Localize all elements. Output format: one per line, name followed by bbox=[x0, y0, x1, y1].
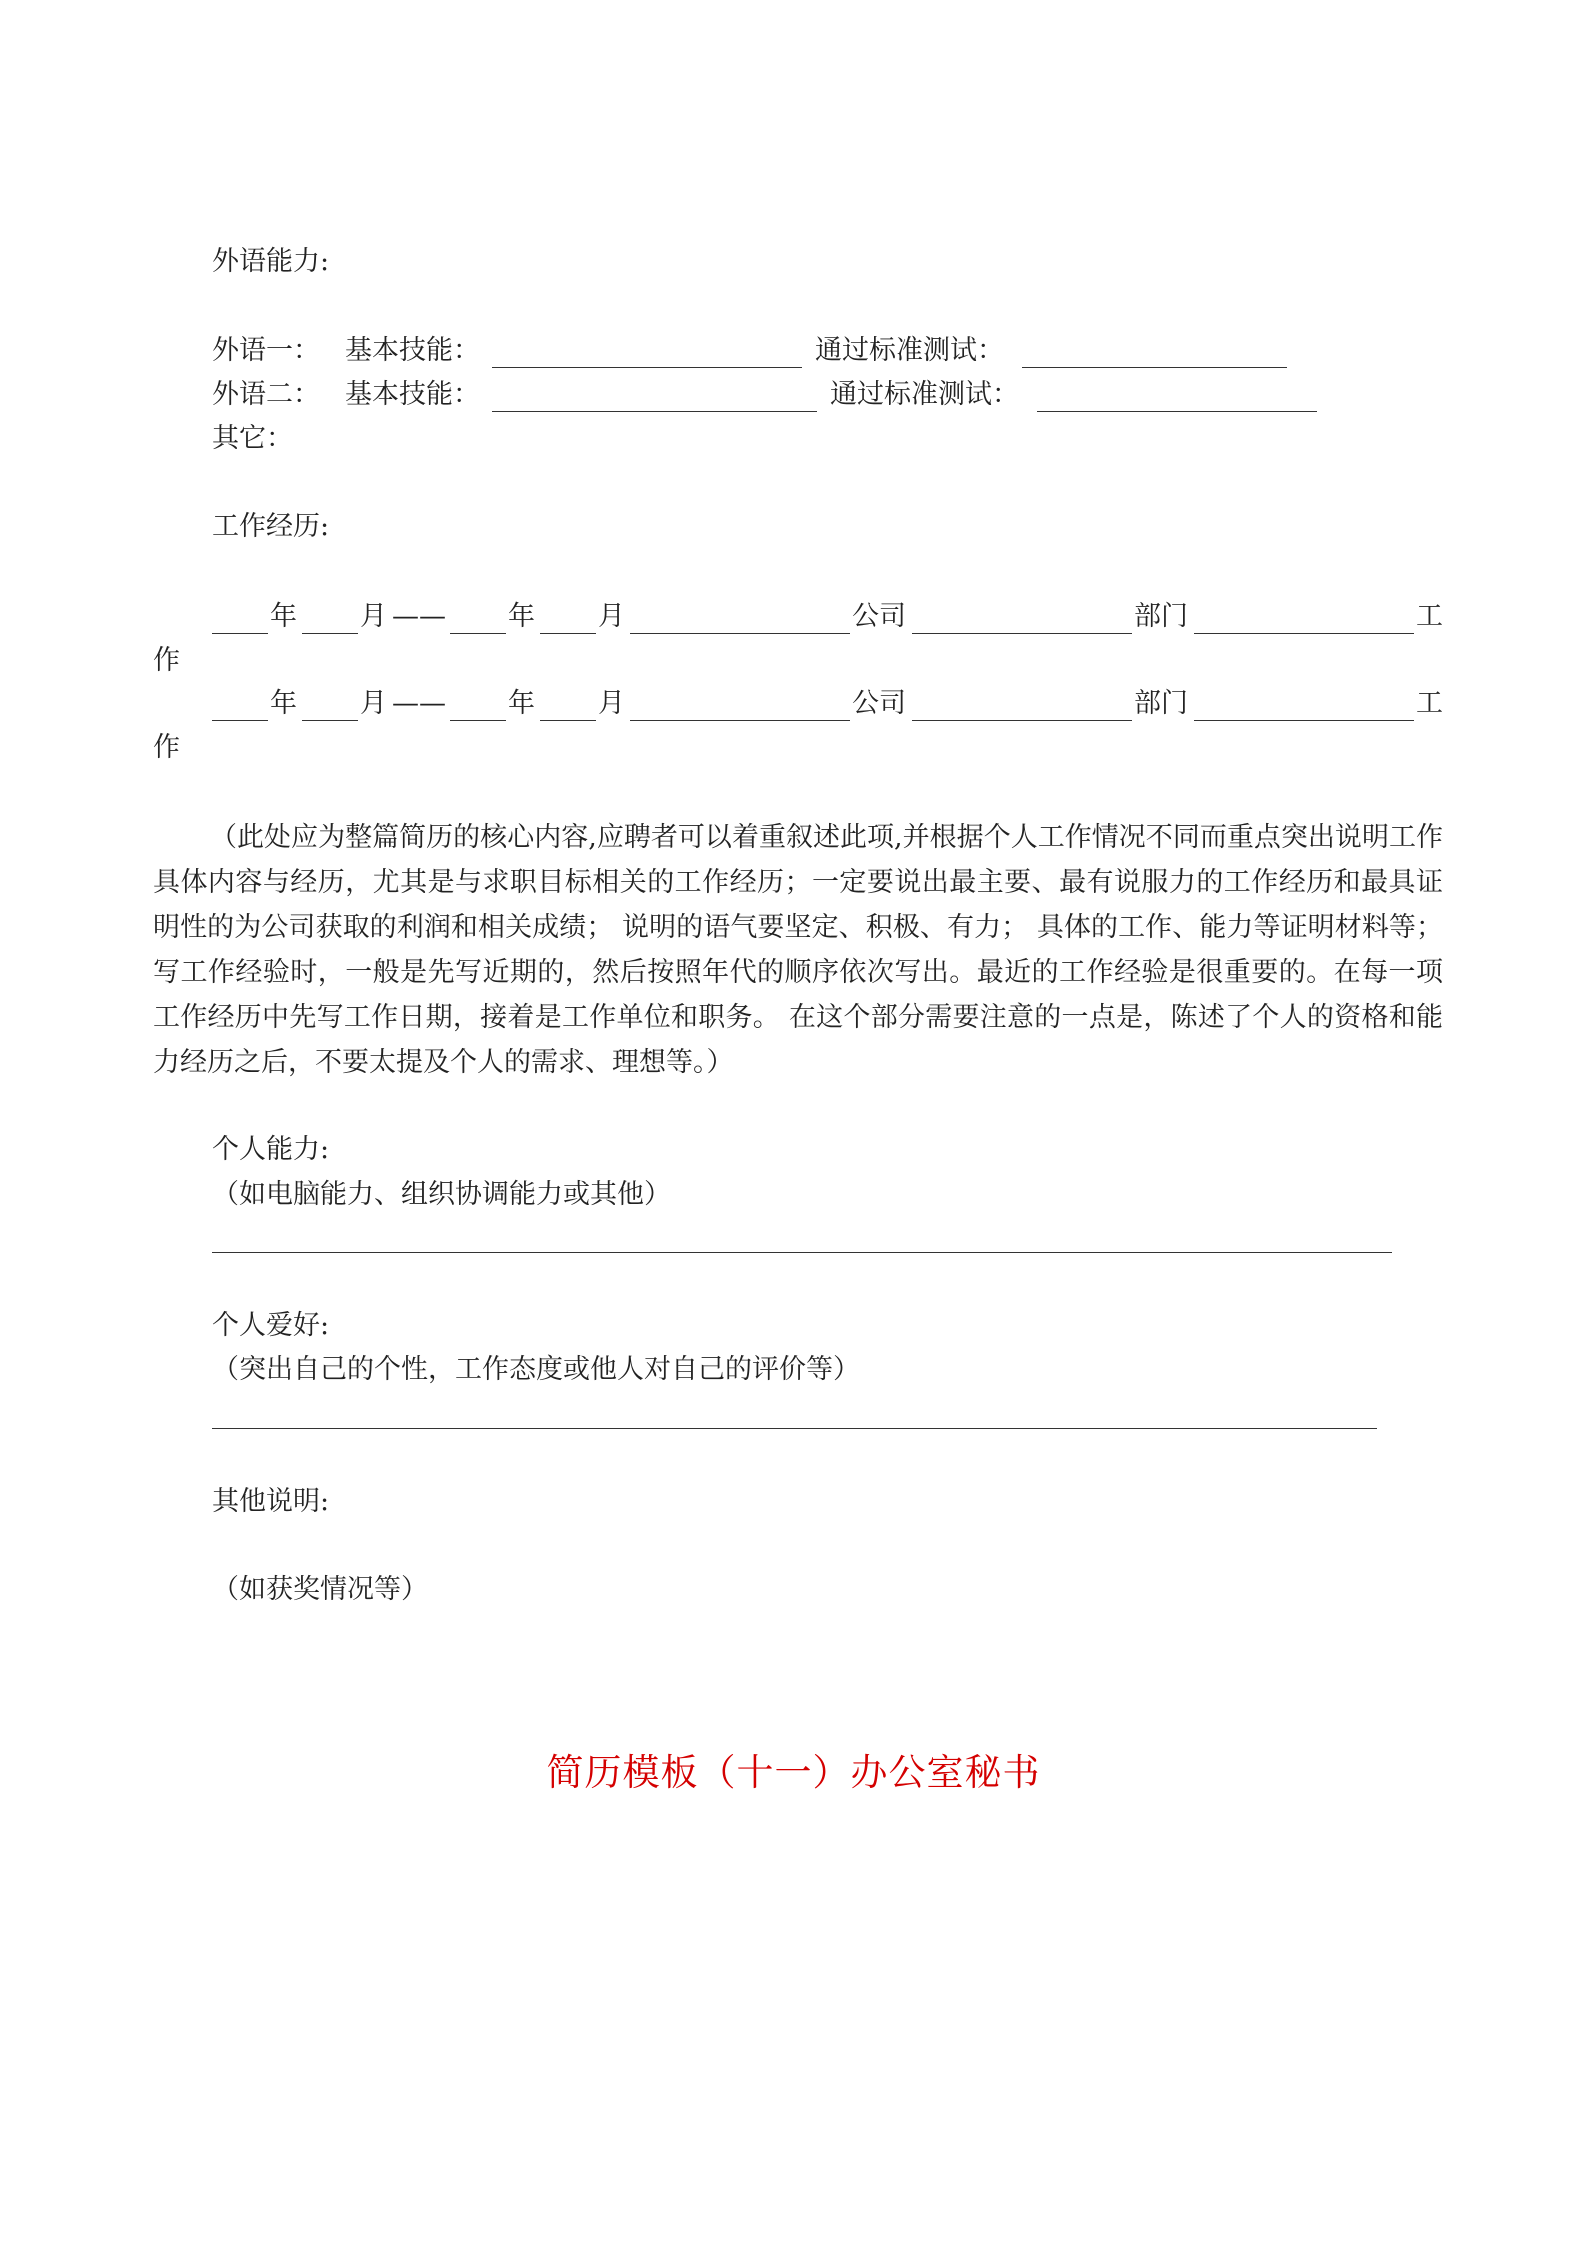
company-blank[interactable] bbox=[630, 633, 850, 634]
department-label: 部门 bbox=[1134, 688, 1188, 719]
start-month-blank[interactable] bbox=[302, 633, 358, 634]
month-label: 月 bbox=[360, 688, 387, 719]
department-label: 部门 bbox=[1134, 601, 1188, 632]
lang1-skill-blank[interactable] bbox=[492, 367, 802, 368]
year-label: 年 bbox=[270, 601, 297, 632]
job-blank[interactable] bbox=[1194, 720, 1414, 721]
lang1-label: 外语一： bbox=[212, 335, 320, 366]
lang1-test-label: 通过标准测试： bbox=[815, 335, 1004, 366]
department-blank[interactable] bbox=[912, 633, 1132, 634]
month-label: 月 bbox=[598, 688, 625, 719]
end-year-blank[interactable] bbox=[450, 633, 506, 634]
work-label-head: 工 bbox=[1416, 688, 1443, 719]
lang2-test-blank[interactable] bbox=[1037, 411, 1317, 412]
other-heading: 其他说明: bbox=[212, 1486, 330, 1517]
department-blank[interactable] bbox=[912, 720, 1132, 721]
month-label: 月 bbox=[360, 601, 387, 632]
job-blank[interactable] bbox=[1194, 633, 1414, 634]
ability-hint: （如电脑能力、组织协调能力或其他） bbox=[212, 1179, 671, 1210]
foreign-language-heading: 外语能力: bbox=[212, 246, 330, 277]
end-year-blank[interactable] bbox=[450, 720, 506, 721]
lang2-skill-blank[interactable] bbox=[492, 411, 817, 412]
end-month-blank[interactable] bbox=[540, 720, 596, 721]
year-label: 年 bbox=[508, 601, 535, 632]
year-label: 年 bbox=[270, 688, 297, 719]
work-experience-note: （此处应为整篇简历的核心内容,应聘者可以着重叙述此项,并根据个人工作情况不同而重点突出说明工作具体内容与经历，尤其是与求职目标相关的工作经历；一定要说出最主要、最有说服力的工作经历和最具证明性的为公司获取的利润和相关成绩； 说明的语气要坚定、积极、有力； 具体的工作、能力等证明材料等； 写工作经验时，一般是先写近期的，然后按照年代的顺序依次写出。最近的工作经验是很重要的。在每一项工作经历中先写工作日期，接着是工作单位和职务。 在这个部分需要注意的一点是，陈述了个人的资格和能力经历之后，不要太提及个人的需求、理想等。） bbox=[153, 822, 1443, 1078]
hobby-hint: （突出自己的个性，工作态度或他人对自己的评价等） bbox=[212, 1354, 860, 1385]
month-label: 月 bbox=[598, 601, 625, 632]
date-dash: —— bbox=[392, 601, 446, 632]
lang2-label: 外语二： bbox=[212, 379, 320, 410]
company-label: 公司 bbox=[852, 688, 906, 719]
start-month-blank[interactable] bbox=[302, 720, 358, 721]
year-label: 年 bbox=[508, 688, 535, 719]
ability-blank[interactable] bbox=[212, 1252, 1392, 1253]
company-blank[interactable] bbox=[630, 720, 850, 721]
hobby-blank[interactable] bbox=[212, 1428, 1377, 1429]
start-year-blank[interactable] bbox=[212, 720, 268, 721]
company-label: 公司 bbox=[852, 601, 906, 632]
lang1-test-blank[interactable] bbox=[1022, 367, 1287, 368]
work-label-head: 工 bbox=[1416, 601, 1443, 632]
lang2-skill-label: 基本技能： bbox=[345, 379, 480, 410]
other-hint: （如获奖情况等） bbox=[212, 1574, 428, 1605]
other-language-label: 其它： bbox=[212, 423, 293, 454]
work-experience-heading: 工作经历: bbox=[212, 511, 330, 542]
lang2-test-label: 通过标准测试： bbox=[830, 379, 1019, 410]
end-month-blank[interactable] bbox=[540, 633, 596, 634]
ability-heading: 个人能力: bbox=[212, 1134, 330, 1165]
work-label-tail: 作 bbox=[153, 732, 180, 763]
work-label-tail: 作 bbox=[153, 645, 180, 676]
hobby-heading: 个人爱好: bbox=[212, 1310, 330, 1341]
next-template-title: 简历模板（十一）办公室秘书 bbox=[546, 1751, 1041, 1794]
lang1-skill-label: 基本技能： bbox=[345, 335, 480, 366]
date-dash: —— bbox=[392, 688, 446, 719]
start-year-blank[interactable] bbox=[212, 633, 268, 634]
